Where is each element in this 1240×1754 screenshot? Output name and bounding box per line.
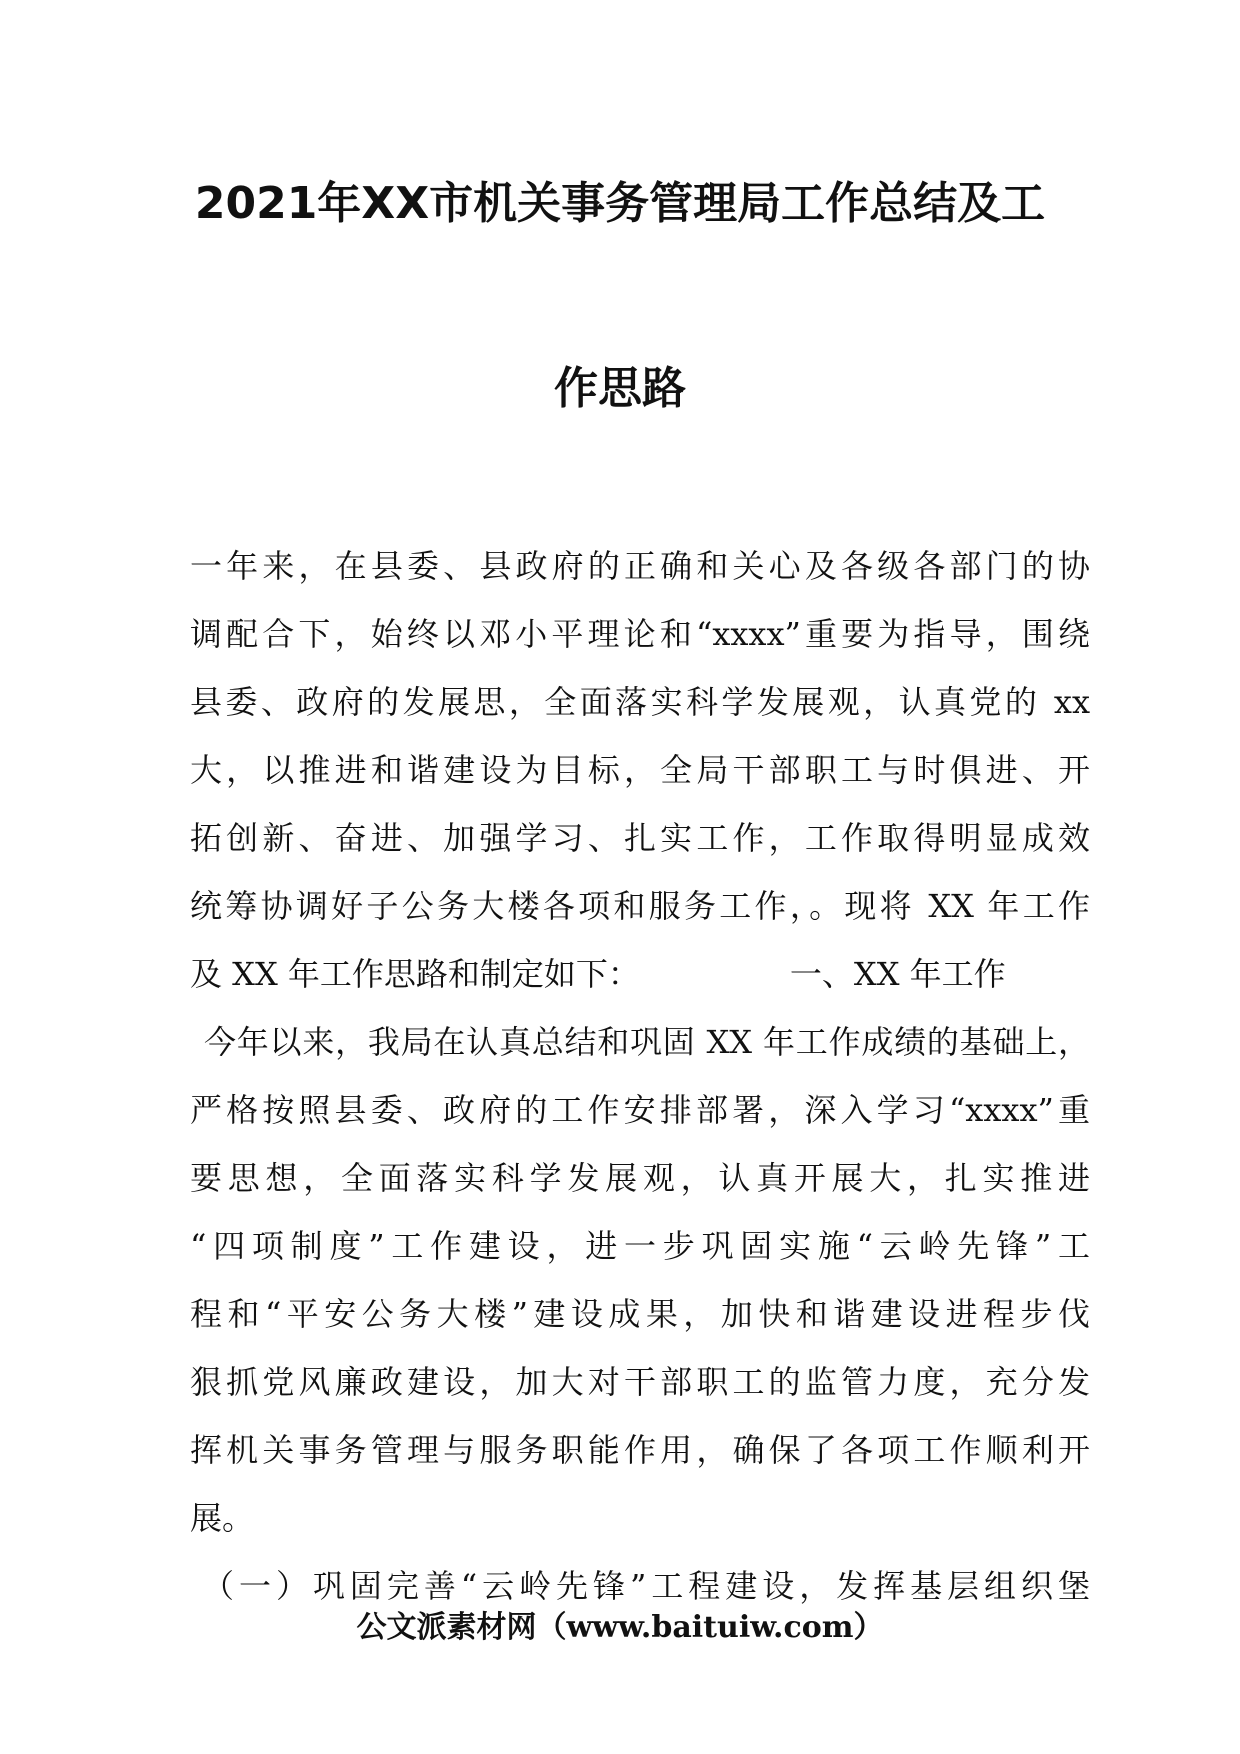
paragraph-1-line-3: 县委、政府的发展思，全面落实科学发展观，认真党的 xx — [190, 683, 1090, 721]
paragraph-1-line-6: 统筹协调好子公务大楼各项和服务工作，。现将 XX 年工作 — [190, 887, 1090, 925]
paragraph-2-line-4: “四项制度”工作建设，进一步巩固实施“云岭先锋”工 — [190, 1227, 1090, 1265]
paragraph-2-line-7: 挥机关事务管理与服务职能作用，确保了各项工作顺利开 — [190, 1431, 1090, 1469]
document-body — [190, 532, 1090, 1620]
section-heading: 一、XX 年工作 — [789, 955, 1006, 993]
document-title-line-2: 作思路 — [554, 363, 686, 414]
paragraph-1-line-2: 调配合下，始终以邓小平理论和“xxxx”重要为指导，围绕 — [190, 615, 1090, 653]
paragraph-2-line-3: 要思想，全面落实科学发展观，认真开展大，扎实推进 — [190, 1159, 1090, 1197]
paragraph-1-line-5: 拓创新、奋进、加强学习、扎实工作，工作取得明显成效 — [190, 819, 1090, 857]
paragraph-2-line-8: 展。 — [190, 1499, 255, 1537]
paragraph-2-line-1: 今年以来，我局在认真总结和巩固 XX 年工作成绩的基础上， — [204, 1023, 1090, 1061]
paragraph-2-line-2: 严格按照县委、政府的工作安排部署，深入学习“xxxx”重 — [190, 1091, 1090, 1129]
paragraph-1-line-7: 及 XX 年工作思路和制定如下： — [190, 955, 640, 993]
paragraph-1-line-4: 大，以推进和谐建设为目标，全局干部职工与时俱进、开 — [190, 751, 1090, 789]
document-title-line-1: 2021年XX市机关事务管理局工作总结及工 — [194, 178, 1046, 229]
footer-watermark: 公文派素材网（www.baituiw.com） — [356, 1610, 884, 1645]
subheading-line: （一）巩固完善“云岭先锋”工程建设，发挥基层组织堡 — [202, 1567, 1090, 1605]
paragraph-2-line-6: 狠抓党风廉政建设，加大对干部职工的监管力度，充分发 — [190, 1363, 1090, 1401]
paragraph-1-last-line — [190, 940, 1090, 1008]
paragraph-1-line-1: 一年来，在县委、县政府的正确和关心及各级各部门的协 — [190, 547, 1090, 585]
paragraph-2-line-5: 程和“平安公务大楼”建设成果，加快和谐建设进程步伐 — [190, 1295, 1090, 1333]
